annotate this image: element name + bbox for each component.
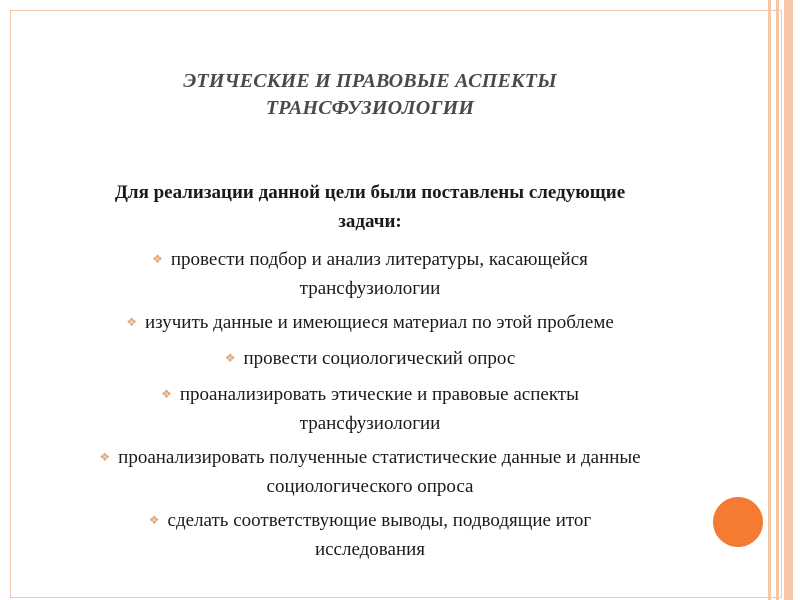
title-line: ЭТИЧЕСКИЕ И ПРАВОВЫЕ АСПЕКТЫ	[183, 70, 557, 92]
bullet-text: провести подбор и анализ литературы, касающейся	[170, 249, 588, 270]
intro-line: задачи:	[338, 211, 402, 232]
bullet-text: социологического опроса	[266, 476, 474, 497]
side-stripe-thin	[776, 0, 779, 600]
bullet-text: проанализировать полученные статистические данные и данные	[118, 447, 641, 468]
bullet-item	[40, 246, 700, 302]
bullet-text: провести социологический опрос	[243, 348, 516, 369]
bullet-text: изучить данные и имеющиеся материал по этой проблеме	[144, 312, 614, 333]
bullet-diamond-icon: ❖	[148, 513, 160, 527]
slide-body	[40, 178, 700, 570]
bullet-item	[40, 345, 700, 374]
bullet-diamond-icon: ❖	[152, 252, 163, 266]
bullet-item	[40, 309, 700, 338]
bullet-text: трансфузиологии	[299, 278, 441, 299]
bullet-text: исследования	[314, 539, 426, 560]
bullet-diamond-icon: ❖	[161, 387, 172, 401]
bullet-text: проанализировать этические и правовые аспекты	[179, 384, 579, 405]
side-stripe-wide	[784, 0, 793, 600]
bullet-text: сделать соответствующие выводы, подводящие итог	[167, 510, 592, 531]
bullet-diamond-icon: ❖	[99, 450, 111, 464]
bullet-diamond-icon: ❖	[224, 351, 236, 365]
bullet-item	[40, 444, 700, 500]
title-line: ТРАНСФУЗИОЛОГИИ	[265, 97, 475, 119]
intro-text	[40, 178, 700, 236]
slide-title	[110, 68, 630, 122]
intro-line: Для реализации данной цели были поставлены следующие	[114, 182, 626, 203]
decorative-circle	[713, 497, 763, 547]
bullet-diamond-icon: ❖	[126, 315, 137, 329]
side-stripe-thin	[768, 0, 771, 600]
bullet-text: трансфузиологии	[299, 413, 441, 434]
bullet-item	[40, 507, 700, 563]
bullet-item	[40, 381, 700, 437]
